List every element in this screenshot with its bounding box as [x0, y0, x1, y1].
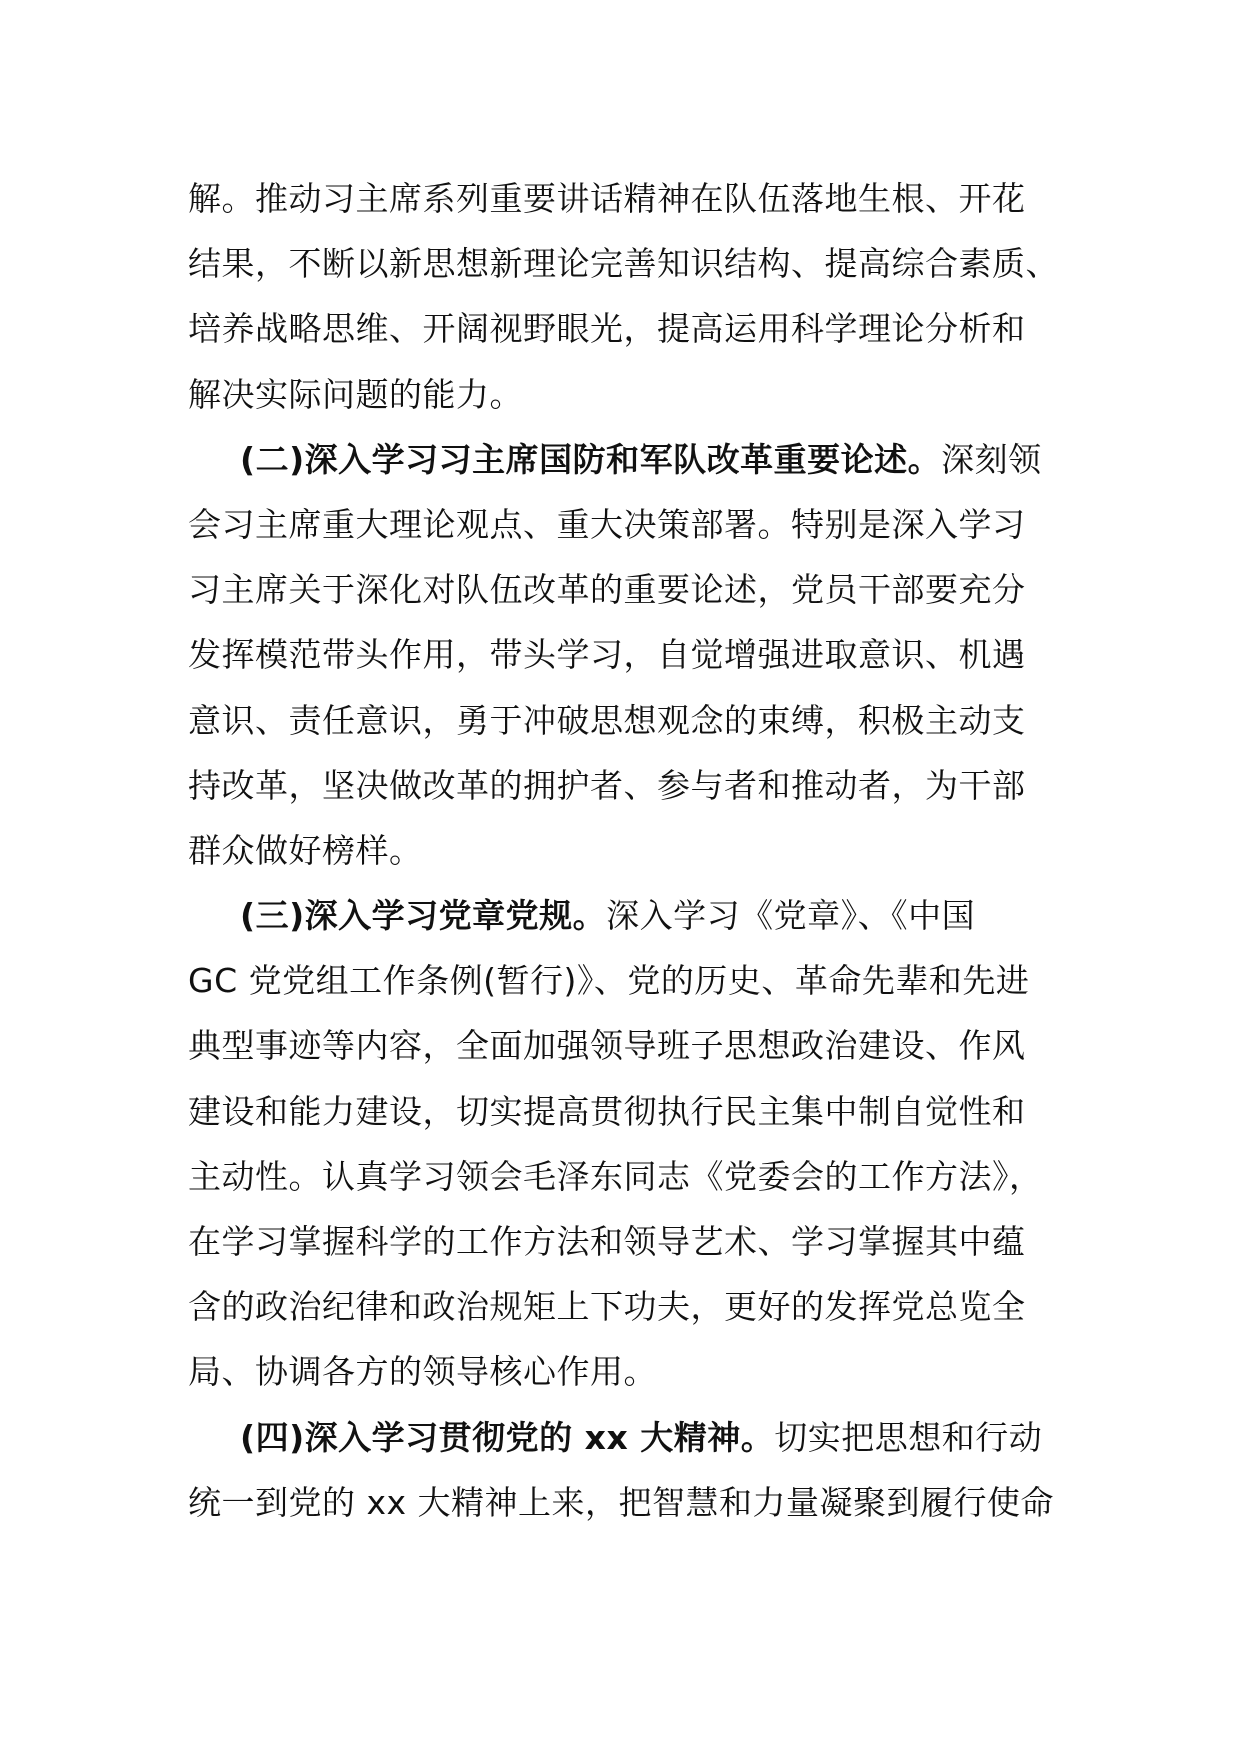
text-run: 深刻领 [941, 439, 1042, 479]
text-line: 在学习掌握科学的工作方法和领导艺术、学习掌握其中蕴 [188, 1222, 1026, 1261]
text-line: 解决实际问题的能力。 [188, 374, 523, 414]
section-heading: (三)深入学习党章党规。 [240, 896, 607, 936]
text-line: 解。推动习主席系列重要讲话精神在队伍落地生根、开花 [188, 179, 1026, 218]
text-line [188, 427, 1058, 492]
text-line: GC 党党组工作条例(暂行)》、党的历史、革命先辈和先进 [188, 961, 1030, 1001]
text-line [188, 883, 1058, 948]
text-line: 持改革，坚决做改革的拥护者、参与者和推动者，为干部 [188, 765, 1026, 805]
text-line: 主动性。认真学习领会毛泽东同志《党委会的工作方法》， [188, 1156, 1043, 1196]
document-body [188, 166, 1058, 1535]
paragraph [188, 1405, 1058, 1535]
text-line: 局、协调各方的领导核心作用。 [188, 1352, 657, 1392]
text-line: 意识、责任意识，勇于冲破思想观念的束缚，积极主动支 [188, 700, 1026, 740]
text-line: 典型事迹等内容，全面加强领导班子思想政治建设、作风 [188, 1026, 1026, 1066]
text-line: 结果，不断以新思想新理论完善知识结构、提高综合素质、 [188, 244, 1059, 284]
text-line: 习主席关于深化对队伍改革的重要论述，党员干部要充分 [188, 570, 1026, 610]
paragraph [188, 427, 1058, 883]
text-line: 建设和能力建设，切实提高贯彻执行民主集中制自觉性和 [188, 1091, 1026, 1131]
text-run: 切实把思想和行动 [774, 1417, 1043, 1457]
section-heading: (四)深入学习贯彻党的 xx 大精神。 [240, 1417, 775, 1457]
text-line: 群众做好榜样。 [188, 830, 423, 870]
text-line: 发挥模范带头作用，带头学习，自觉增强进取意识、机遇 [188, 635, 1026, 675]
text-line: 含的政治纪律和政治规矩上下功夫，更好的发挥党总览全 [188, 1287, 1026, 1327]
text-run: 深入学习《党章》、《中国 [606, 896, 976, 936]
text-line: 培养战略思维、开阔视野眼光，提高运用科学理论分析和 [188, 309, 1026, 349]
paragraph [188, 883, 1058, 1405]
text-line: 统一到党的 xx 大精神上来，把智慧和力量凝聚到履行使命 [188, 1482, 1055, 1522]
paragraph [188, 166, 1058, 427]
text-line [188, 1405, 1058, 1470]
section-heading: (二)深入学习习主席国防和军队改革重要论述。 [240, 439, 942, 479]
text-line: 会习主席重大理论观点、重大决策部署。特别是深入学习 [188, 504, 1026, 544]
